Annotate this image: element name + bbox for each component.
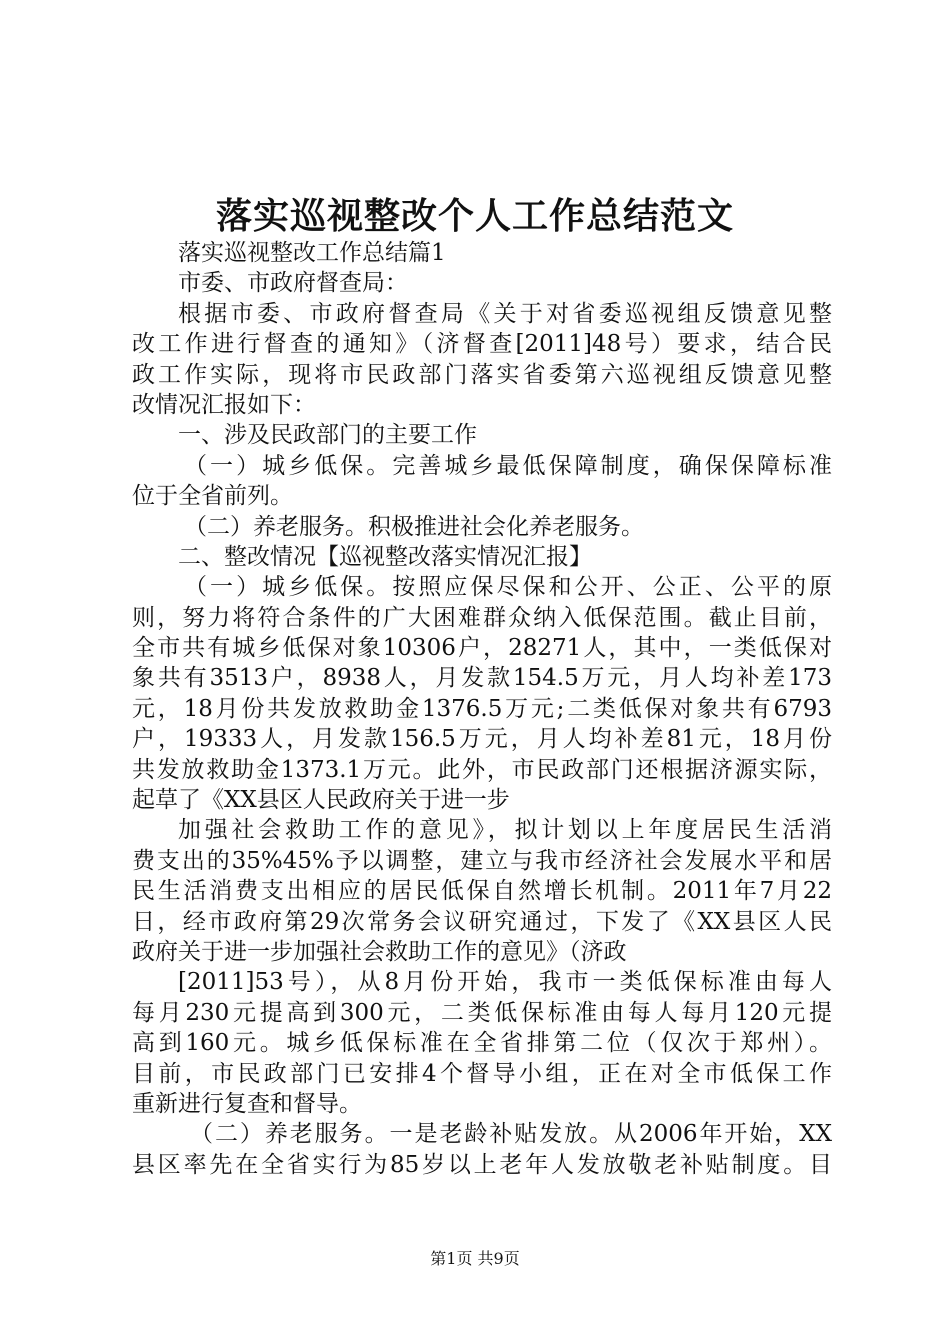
paragraph-line: 高到160元。城乡低保标准在全省排第二位（仅次于郑州）。 [132,1030,832,1057]
document-title: 落实巡视整改个人工作总结范文 [215,195,734,237]
paragraph-line: 位于全省前列。 [132,483,293,510]
paragraph-line: 重新进行复查和督导。 [132,1090,362,1117]
paragraph-line: [2011]53号），从8月份开始，我市一类低保标准由每人 [178,969,832,996]
paragraph-line: 县区率先在全省实行为85岁以上老年人发放敬老补贴制度。目 [132,1151,832,1178]
paragraph-line: （一）城乡低保。完善城乡最低保障制度，确保保障标准 [184,452,832,479]
paragraph-line: 根据市委、市政府督查局《关于对省委巡视组反馈意见整 [178,300,832,327]
salutation: 市委、市政府督查局： [178,270,408,297]
paragraph-line: 共发放救助金1373.1万元。此外，市民政部门还根据济源实际， [132,756,832,783]
paragraph-line: 元，18月份共发放救助金1376.5万元;二类低保对象共有6793 [132,695,832,722]
paragraph-line: 全市共有城乡低保对象10306户，28271人，其中，一类低保对 [132,635,832,662]
paragraph-line: 改工作进行督查的通知》（济督查[2011]48号）要求，结合民 [132,331,832,358]
paragraph-line: 费支出的35%45%予以调整，建立与我市经济社会发展水平和居 [132,847,832,874]
paragraph-line: 象共有3513户，8938人，月发款154.5万元，月人均补差173 [132,665,832,692]
paragraph-line: 则，努力将符合条件的广大困难群众纳入低保范围。截止目前， [132,604,832,631]
section-heading: 一、涉及民政部门的主要工作 [178,422,477,449]
paragraph-line: 加强社会救助工作的意见》，拟计划以上年度居民生活消 [178,817,832,844]
paragraph-line: 政工作实际，现将市民政部门落实省委第六巡视组反馈意见整 [132,361,832,388]
paragraph-line: 日，经市政府第29次常务会议研究通过，下发了《XX县区人民 [132,908,832,935]
paragraph-line: （二）养老服务。积极推进社会化养老服务。 [184,513,644,540]
document-body [132,238,832,1180]
paragraph-line: 改情况汇报如下： [132,391,316,418]
paragraph-line: 户，19333人，月发款156.5万元，月人均补差81元，18月份 [132,726,832,753]
paragraph-line: 目前，市民政部门已安排4个督导小组，正在对全市低保工作 [132,1060,832,1087]
paragraph-line: 民生活消费支出相应的居民低保自然增长机制。2011年7月22 [132,878,832,905]
paragraph-line: 政府关于进一步加强社会救助工作的意见》（济政 [132,938,627,965]
paragraph-line: （二）养老服务。一是老龄补贴发放。从2006年开始，XX [190,1121,832,1148]
section-heading: 二、整改情况【巡视整改落实情况汇报】 [178,543,592,570]
page-number-footer: 第1页 共9页 [430,1249,520,1268]
paragraph-line: 起草了《XX县区人民政府关于进一步 [132,787,510,814]
section-heading: 落实巡视整改工作总结篇1 [178,240,446,266]
paragraph-line: 每月230元提高到300元，二类低保标准由每人每月120元提 [132,999,832,1026]
paragraph-line: （一）城乡低保。按照应保尽保和公开、公正、公平的原 [184,574,832,601]
